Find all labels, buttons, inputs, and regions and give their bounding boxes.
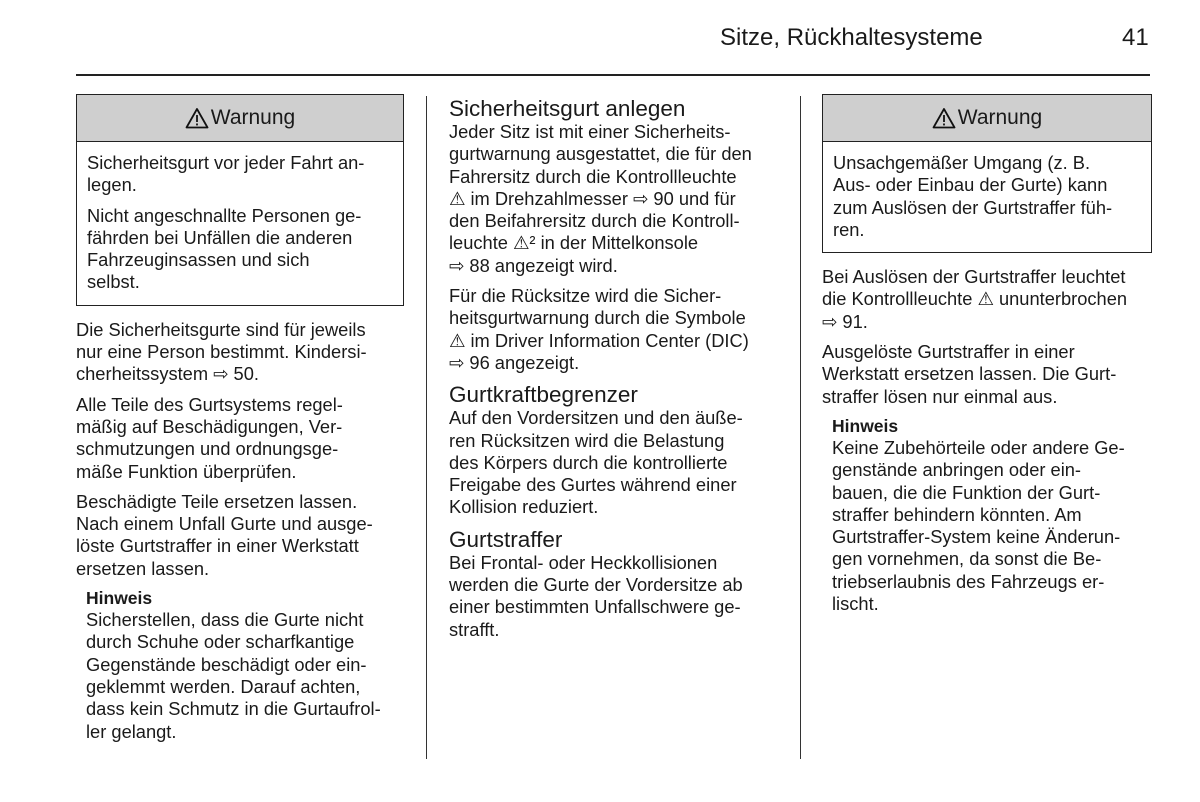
warning-triangle-icon (185, 107, 209, 129)
section-heading: Sicherheitsgurt anlegen (449, 96, 686, 121)
paragraph: Auf den Vordersitzen und den äuße- ren Rücksitzen wird die Belastung des Körpers durch die kontrollierte Freigabe des Gurtes während einer Kollision reduziert. (449, 407, 743, 518)
paragraph: Jeder Sitz ist mit einer Sicherheits- gurtwarnung ausgestattet, die für den Fahrersitz durch die Kontrollleuchte ⚠ im Drehzahlmesser ⇨ 90 und für den Beifahrersitz durch die Kontroll- leuchte ⚠² in der Mittelkonsole ⇨ 88 angezeigt wird. (449, 121, 752, 276)
left-column (76, 94, 404, 743)
note-box (822, 416, 1152, 615)
note-text: Keine Zubehörteile oder andere Ge- genstände anbringen oder ein- bauen, die die Funktion der Gurt- straffer behindern könnten. Am Gurtstraffer-System keine Änderun- gen vornehmen, da sonst die Be- triebserlaubnis des Fahrzeugs er- lischt. (832, 436, 1125, 615)
warning-triangle-icon (932, 107, 956, 129)
section-heading: Gurtstraffer (449, 526, 563, 552)
right-column (822, 94, 1152, 615)
warning-text: Sicherheitsgurt vor jeder Fahrt an- legen. (87, 152, 365, 196)
warning-box (822, 94, 1152, 253)
warning-text: Nicht angeschnallte Personen ge- fährden bei Unfällen die anderen Fahrzeuginsassen und sich selbst. (87, 204, 362, 293)
note-title: Hinweis (86, 588, 153, 609)
warning-text: Unsachgemäßer Umgang (z. B. Aus- oder Einbau der Gurte) kann zum Auslösen der Gurtstraffer füh- ren. (833, 152, 1113, 240)
page-number: 41 (1122, 24, 1149, 51)
paragraph: Ausgelöste Gurtstraffer in einer Werkstatt ersetzen lassen. Die Gurt- straffer lösen nur einmal aus. (822, 341, 1117, 407)
column-divider-right (800, 96, 801, 759)
header-rule (76, 74, 1150, 76)
warning-header (77, 95, 403, 142)
middle-column (449, 96, 781, 649)
section-heading: Gurtkraftbegrenzer (449, 382, 638, 408)
paragraph: Bei Frontal- oder Heckkollisionen werden die Gurte der Vordersitze ab einer bestimmten Unfallschwere ge- strafft. (449, 551, 743, 640)
paragraph: Für die Rücksitze wird die Sicher- heitsgurtwarnung durch die Symbole ⚠ im Driver Information Center (DIC) ⇨ 96 angezeigt. (449, 285, 749, 373)
paragraph: Beschädigte Teile ersetzen lassen. Nach einem Unfall Gurte und ausge- löste Gurtstraffer in einer Werkstatt ersetzen lassen. (76, 490, 373, 579)
column-divider-left (426, 96, 427, 759)
paragraph: Bei Auslösen der Gurtstraffer leuchtet die Kontrollleuchte ⚠ ununterbrochen ⇨ 91. (822, 266, 1128, 332)
paragraph: Die Sicherheitsgurte sind für jeweils nur eine Person bestimmt. Kindersi- cherheitssystem ⇨ 50. (76, 318, 367, 385)
warning-header (823, 95, 1151, 142)
note-text: Sicherstellen, dass die Gurte nicht durch Schuhe oder scharfkantige Gegenstände beschädigt oder ein- geklemmt werden. Darauf achten, dass kein Schmutz in die Gurtaufrol- ler gelangt. (86, 609, 381, 742)
page-title: Sitze, Rückhaltesysteme (720, 24, 983, 51)
note-box (76, 588, 404, 743)
warning-title: Warnung (210, 105, 296, 129)
paragraph: Alle Teile des Gurtsystems regel- mäßig auf Beschädigungen, Ver- schmutzungen und ordnungsge- mäße Funktion überprüfen. (76, 393, 343, 482)
note-title: Hinweis (832, 415, 899, 436)
warning-box (76, 94, 404, 306)
warning-title: Warnung (957, 105, 1043, 129)
